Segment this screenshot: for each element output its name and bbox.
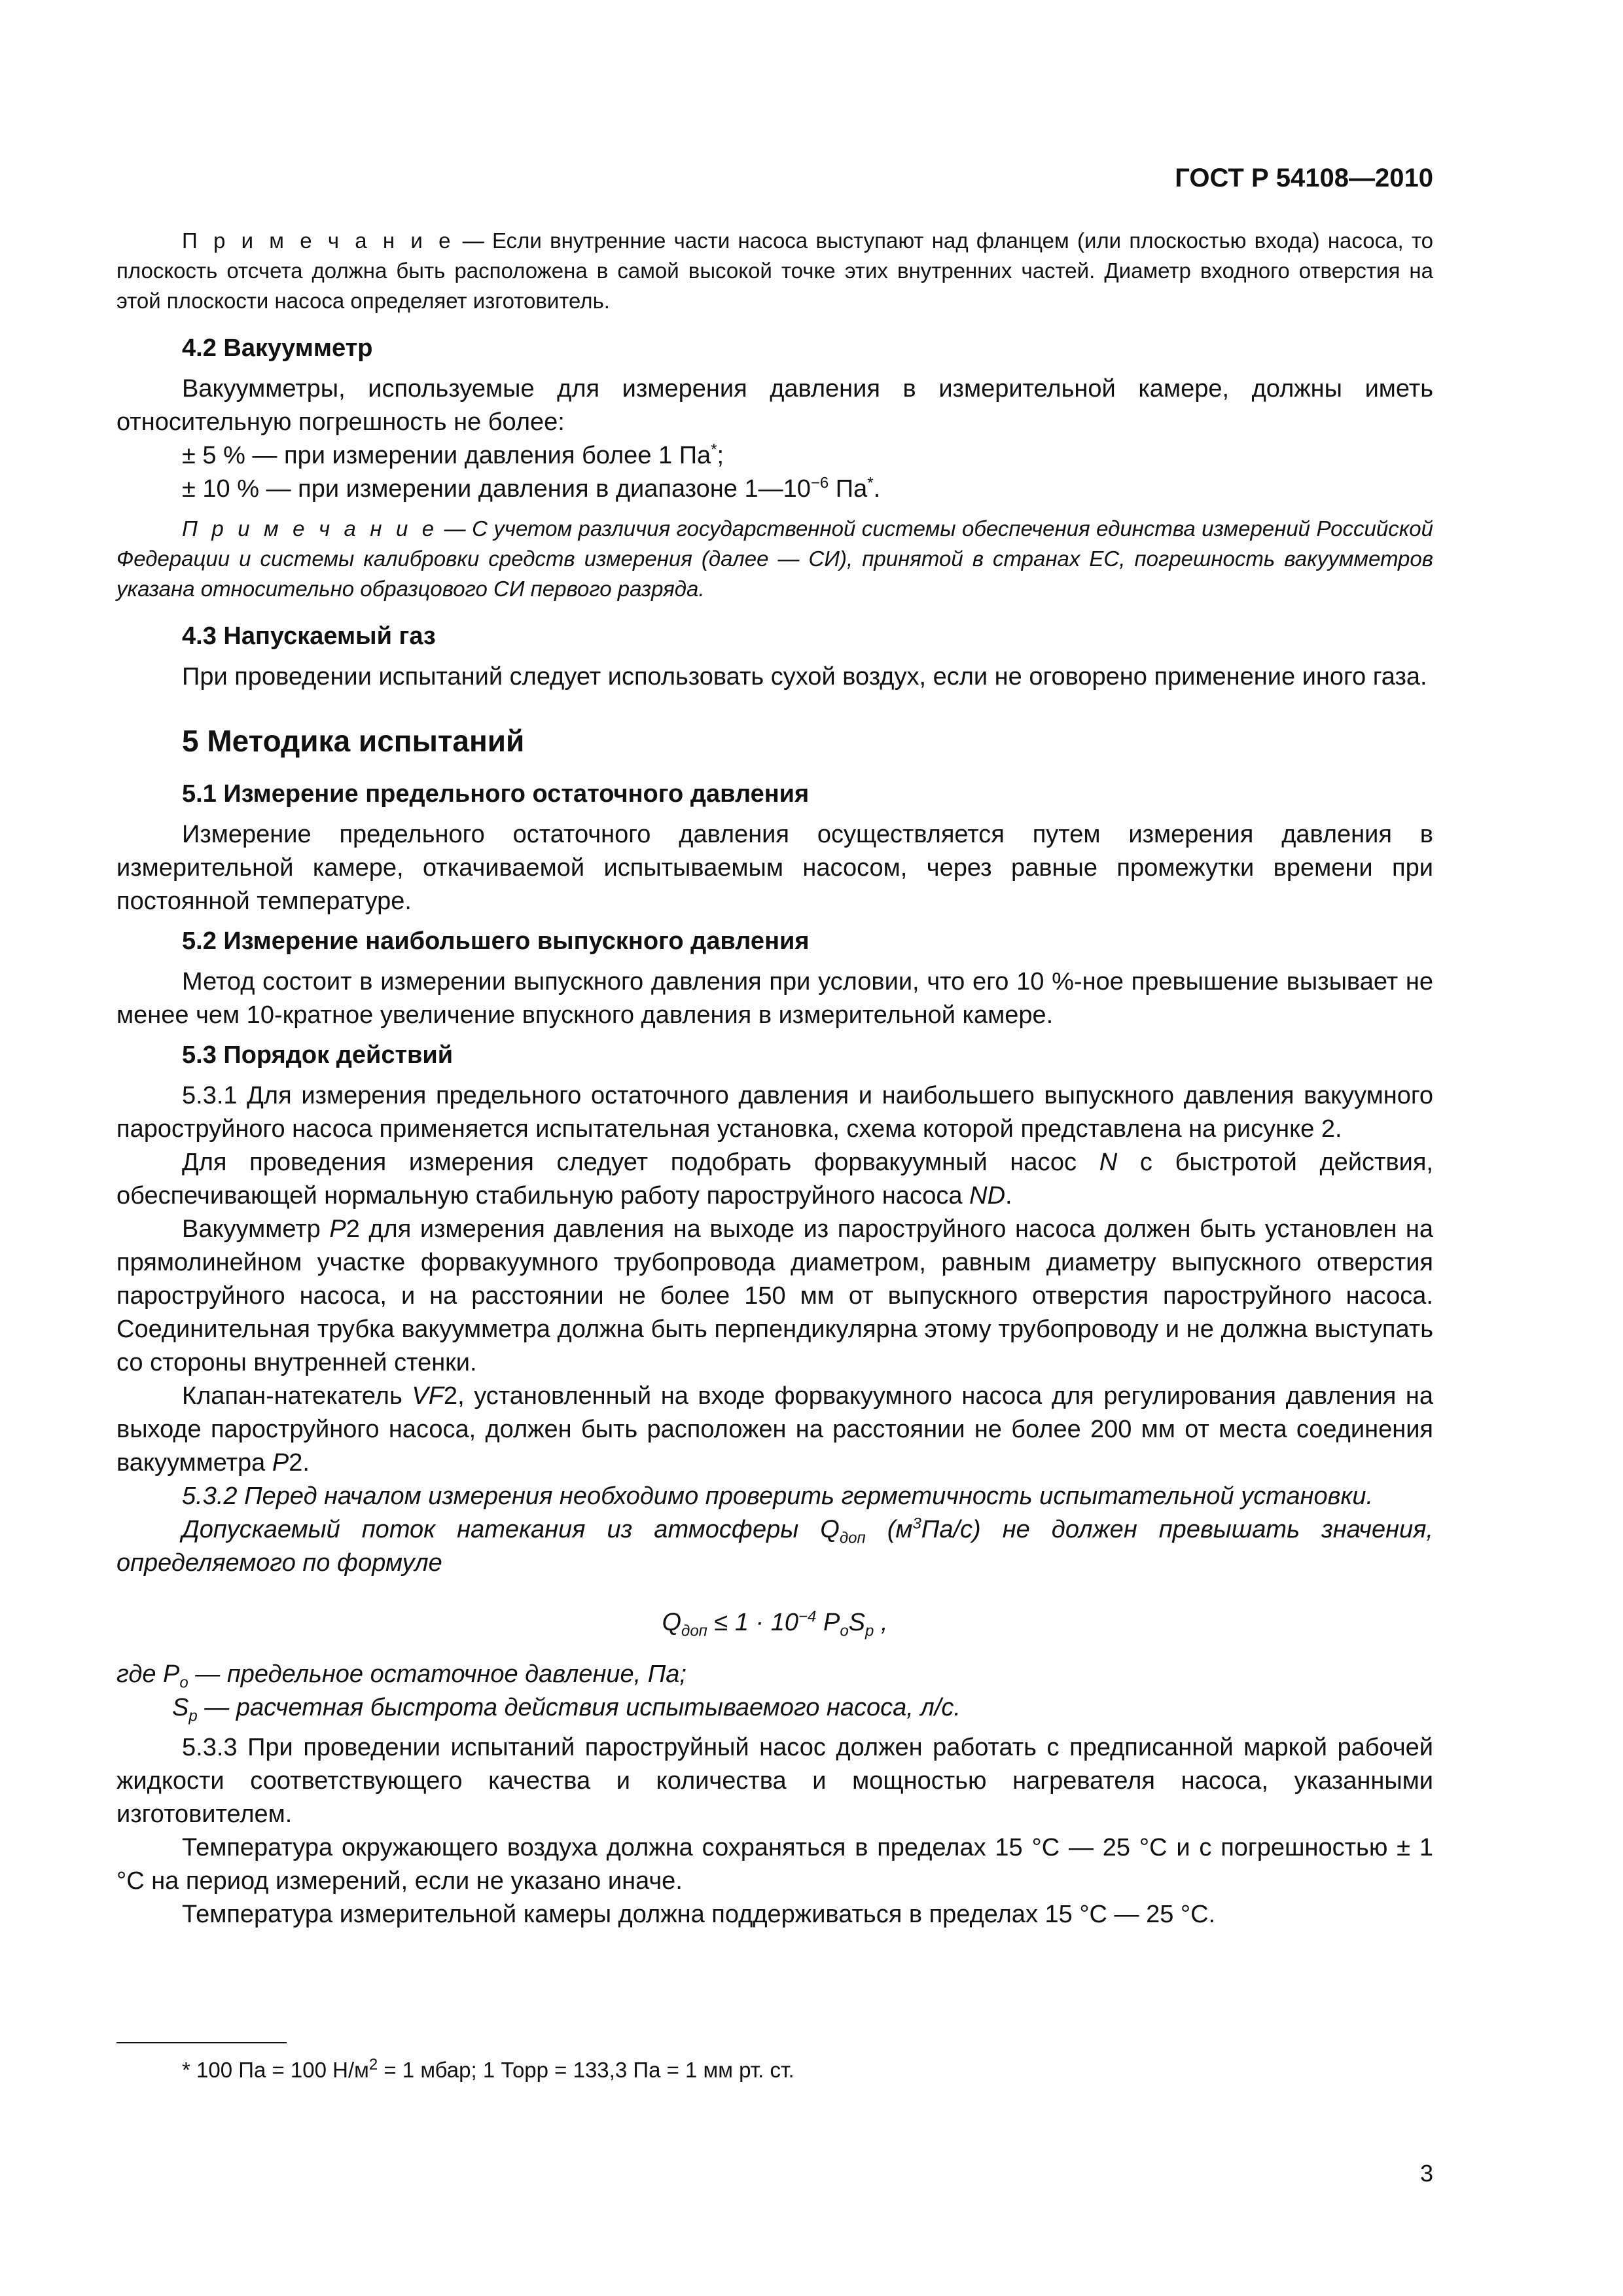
formula-legend-line <box>116 1691 1433 1725</box>
text: Для проведения измерения следует подобрать форвакуумный насос <box>182 1149 1099 1176</box>
document-header: ГОСТ Р 54108—2010 <box>1175 164 1433 192</box>
formula-exponent: −4 <box>798 1607 817 1626</box>
section-4-3-paragraph: При проведении испытаний следует использовать сухой воздух, если не оговорено применение иного газа. <box>182 663 1427 691</box>
text: , установленный на входе форвакуумного насоса для регулирования давления на выходе пароструйного насоса, должен быть расположен на расстоянии не более 200 мм от места соединения вакуумметра <box>116 1382 1433 1477</box>
section-5-3-title: 5.3 Порядок действий <box>182 1041 454 1069</box>
text: Вакуумметр <box>182 1215 330 1243</box>
section-5-1-title: 5.1 Измерение предельного остаточного давления <box>182 780 810 808</box>
text: . <box>1005 1182 1012 1210</box>
section-5-3-3-paragraph: 5.3.3 При проведении испытаний пароструйный насос должен работать с предписанной маркой рабочей жидкости соответствующего качества и количества и мощностью нагревателя насоса, указанными изготовителем. <box>116 1734 1433 1828</box>
paragraph <box>116 1213 1433 1380</box>
formula-text: ≤ 1 · 10 <box>707 1609 799 1636</box>
paragraph <box>116 1146 1433 1213</box>
text: 2 <box>346 1215 360 1243</box>
formula-subscript: o <box>840 1622 849 1640</box>
section-4-3-title: 4.3 Напускаемый газ <box>182 622 436 650</box>
symbol: VF <box>412 1382 444 1410</box>
page-number: 3 <box>1419 2160 1433 2187</box>
footnote <box>182 2055 1360 2085</box>
symbol: P <box>329 1215 346 1243</box>
text: Клапан-натекатель <box>182 1382 412 1410</box>
formula <box>116 1606 1433 1640</box>
footnote-marker: * <box>182 2058 190 2082</box>
footnote-marker: * <box>867 474 874 492</box>
formula-symbol: Q <box>662 1609 682 1636</box>
note-paragraph <box>116 514 1433 604</box>
text: — предельное остаточное давление, Па; <box>188 1660 687 1688</box>
text: 2 <box>443 1382 458 1410</box>
text: с быстротой действия, обеспечивающей нормальную стабильную работу пароструйного насоса <box>116 1149 1433 1210</box>
section-5-3-2-paragraph: 5.3.2 Перед началом измерения необходимо проверить герметичность испытательной установки. <box>182 1482 1374 1510</box>
text: 2. <box>289 1449 310 1477</box>
section-5-1-paragraph: Измерение предельного остаточного давления осуществляется путем измерения давления в измерительной камере, откачиваемой испытываемым насосом, через равные промежутки времени при постоянной температуре. <box>116 821 1433 915</box>
paragraph <box>116 1380 1433 1480</box>
subscript: p <box>188 1707 198 1725</box>
footnote-marker: * <box>711 440 717 459</box>
paragraph <box>116 1513 1433 1580</box>
paragraph: Температура измерительной камеры должна поддерживаться в пределах 15 °С — 25 °С. <box>182 1901 1216 1928</box>
list-item-text: ± 10 % — при измерении давления в диапазоне 1—10 <box>182 475 811 503</box>
superscript: 2 <box>368 2056 378 2073</box>
note-label: П р и м е ч а н и е <box>182 228 455 253</box>
section-4-2-paragraph: Вакуумметры, используемые для измерения давления в измерительной камере, должны иметь относительную погрешность не более: <box>116 375 1433 436</box>
page-body <box>116 226 1433 1931</box>
symbol: ND <box>969 1182 1006 1210</box>
text: (м <box>865 1516 913 1543</box>
text: Допускаемый поток натекания из атмосферы Q <box>182 1516 840 1543</box>
formula-subscript: p <box>865 1622 874 1640</box>
footnote-text: 100 Па = 100 Н/м <box>190 2058 369 2082</box>
formula-legend-line <box>116 1658 1433 1691</box>
formula-subscript: доп <box>681 1622 707 1640</box>
list-item <box>116 439 1433 473</box>
list-item-unit: Па <box>829 475 868 503</box>
symbol: P <box>272 1449 289 1477</box>
footnote-divider <box>116 2042 287 2043</box>
note-label: П р и м е ч а н и е <box>182 516 438 541</box>
list-item-punct: . <box>873 475 881 503</box>
formula-symbol: S <box>848 1609 866 1636</box>
section-5-2-title: 5.2 Измерение наибольшего выпускного давления <box>182 927 810 955</box>
text: где P <box>116 1660 180 1688</box>
list-item <box>116 473 1433 506</box>
subscript: o <box>179 1674 188 1692</box>
list-item-text: ± 5 % — при измерении давления более 1 Па <box>182 442 711 469</box>
formula-text: , <box>874 1609 888 1636</box>
text: Па/с) не должен превышать значения, определяемого по формуле <box>116 1516 1433 1577</box>
text: S <box>172 1694 189 1721</box>
text: — расчетная быстрота действия испытываемого насоса, л/с. <box>197 1694 961 1721</box>
footnote-text: = 1 мбар; 1 Торр = 133,3 Па = 1 мм рт. ст. <box>378 2058 794 2082</box>
section-4-2-title: 4.2 Вакуумметр <box>182 334 373 362</box>
note-text: — Если внутренние части насоса выступают над фланцем (или плоскостью входа) насоса, то плоскость отсчета должна быть расположена в самой высокой точке этих внутренних частей. Диаметр входного отверстия на этой плоскости насоса определяет изготовитель. <box>116 228 1433 313</box>
section-5-3-1-paragraph: 5.3.1 Для измерения предельного остаточного давления и наибольшего выпускного давления вакуумного пароструйного насоса применяется испытательная установка, схема которой представлена на рисунке 2. <box>116 1082 1433 1143</box>
superscript: 3 <box>912 1515 921 1533</box>
symbol: N <box>1099 1149 1118 1176</box>
text: для измерения давления на выходе из пароструйного насоса должен быть установлен на прямолинейном участке форвакуумного трубопровода диаметром, равным диаметру выпускного отверстия пароструйного насоса, и на расстоянии не более 150 мм от выпускного отверстия пароструйного насоса. Соединительная трубка вакуумметра должна быть перпендикулярна этому трубопроводу и не должна выступать со стороны внутренней стенки. <box>116 1215 1433 1376</box>
note-text: — С учетом различия государственной системы обеспечения единства измерений Российской Федерации и системы калибровки средств измерения (далее — СИ), принятой в странах ЕС, погрешность вакуумметров указана относительно образцового СИ первого разряда. <box>116 516 1433 601</box>
exponent: −6 <box>810 474 829 492</box>
subscript: доп <box>839 1529 866 1547</box>
section-5-title: 5 Методика испытаний <box>182 724 525 758</box>
section-5-2-paragraph: Метод состоит в измерении выпускного давления при условии, что его 10 %-ное превышение вызывает не менее чем 10-кратное увеличение впускного давления в измерительной камере. <box>116 968 1433 1029</box>
formula-symbol: P <box>816 1609 840 1636</box>
note-paragraph <box>116 226 1433 316</box>
paragraph: Температура окружающего воздуха должна сохраняться в пределах 15 °С — 25 °С и с погрешностью ± 1 °С на период измерений, если не указано иначе. <box>116 1834 1433 1895</box>
list-item-punct: ; <box>717 442 724 469</box>
